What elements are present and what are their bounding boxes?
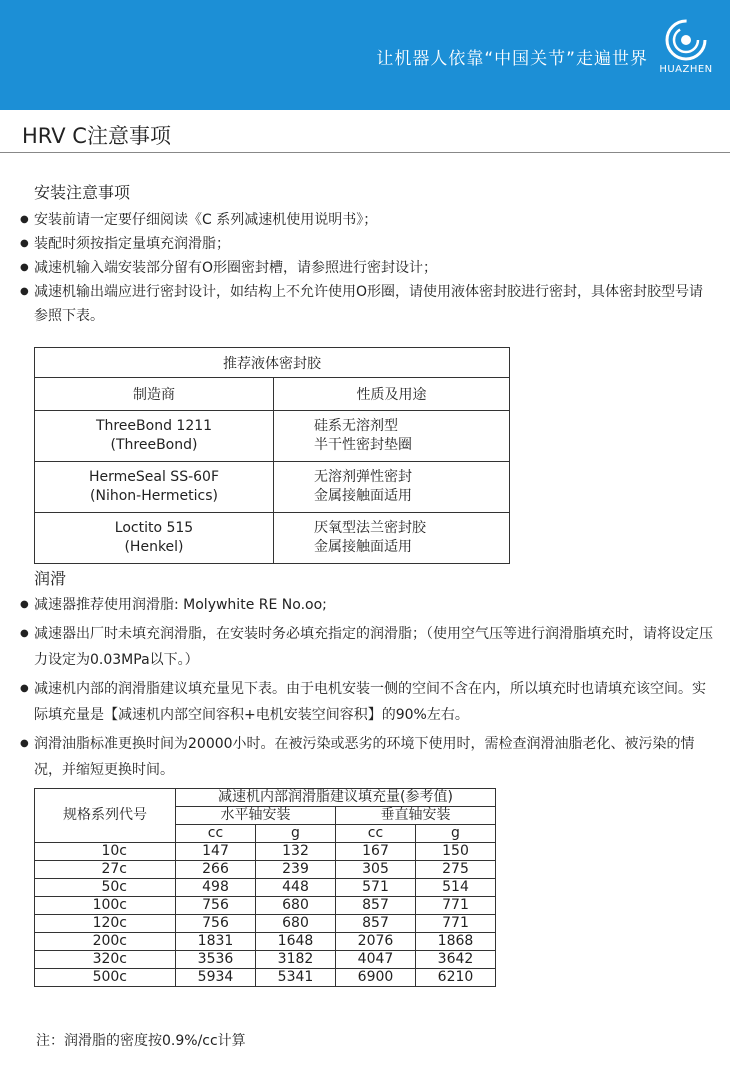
brand-name: HUAZHEN: [659, 64, 713, 75]
value-cell: 1831: [176, 933, 256, 951]
value-cell: 150: [416, 843, 496, 861]
spec-cell: 50c: [35, 879, 176, 897]
list-item: ● 减速机输出端应进行密封设计，如结构上不允许使用O形圈，请使用液体密封胶进行密封，具体密封胶型号请参照下表。: [20, 280, 716, 328]
table-row: [35, 879, 496, 897]
spec-cell: 320c: [35, 951, 176, 969]
table-row: [35, 513, 510, 564]
value-cell: 5934: [176, 969, 256, 987]
lubrication-list: [20, 592, 716, 786]
value-cell: 239: [256, 861, 336, 879]
value-cell: 680: [256, 915, 336, 933]
list-item: ● 装配时须按指定量填充润滑脂；: [20, 232, 716, 256]
table-row: [35, 951, 496, 969]
brand-logo: [654, 18, 718, 98]
group-header: 减速机内部润滑脂建议填充量(参考值): [176, 789, 496, 807]
list-item: ● 减速器出厂时未填充润滑脂，在安装时务必填充指定的润滑脂；（使用空气压等进行润滑脂填充时，请将设定压力设定为0.03MPa以下。）: [20, 621, 716, 673]
value-cell: 305: [336, 861, 416, 879]
value-cell: 756: [176, 915, 256, 933]
spec-cell: 27c: [35, 861, 176, 879]
table-row: [35, 861, 496, 879]
value-cell: 756: [176, 897, 256, 915]
unit-g: g: [416, 825, 496, 843]
list-item: ● 润滑油脂标准更换时间为20000小时。在被污染或恶劣的环境下使用时，需检查润滑油脂老化、被污染的情况，并缩短更换时间。: [20, 731, 716, 783]
title-bar: [0, 110, 730, 153]
value-cell: 1868: [416, 933, 496, 951]
spec-cell: 10c: [35, 843, 176, 861]
list-item: ● 安装前请一定要仔细阅读《C 系列减速机使用说明书》；: [20, 208, 716, 232]
list-item: ● 减速器推荐使用润滑脂: Molywhite RE No.oo;: [20, 592, 716, 618]
value-cell: 771: [416, 915, 496, 933]
installation-list: [20, 208, 716, 328]
maker-cell: Loctito 515 (Henkel): [35, 513, 274, 564]
value-cell: 448: [256, 879, 336, 897]
unit-g: g: [256, 825, 336, 843]
list-item: ● 减速机内部的润滑脂建议填充量见下表。由于电机安装一侧的空间不含在内，所以填充时也请填充该空间。实际填充量是【减速机内部空间容积+电机安装空间容积】的90%左右。: [20, 676, 716, 728]
table-row: [35, 933, 496, 951]
table-row: [35, 462, 510, 513]
value-cell: 857: [336, 897, 416, 915]
spec-cell: 120c: [35, 915, 176, 933]
spec-header: 规格系列代号: [35, 789, 176, 843]
page-title: HRV C注意事项: [22, 124, 171, 148]
header-banner: [0, 0, 730, 110]
table-row: [35, 969, 496, 987]
value-cell: 498: [176, 879, 256, 897]
horizontal-header: 水平轴安装: [176, 807, 336, 825]
value-cell: 1648: [256, 933, 336, 951]
props-cell: 厌氧型法兰密封胶 金属接触面适用: [274, 513, 510, 564]
column-header-props: 性质及用途: [274, 378, 510, 411]
value-cell: 167: [336, 843, 416, 861]
spec-cell: 200c: [35, 933, 176, 951]
value-cell: 857: [336, 915, 416, 933]
maker-cell: HermeSeal SS-60F (Nihon-Hermetics): [35, 462, 274, 513]
footnote: 注：润滑脂的密度按0.9%/cc计算: [36, 1033, 246, 1049]
sealant-table-title: 推荐液体密封胶: [35, 348, 510, 378]
table-row: [35, 843, 496, 861]
unit-cc: cc: [336, 825, 416, 843]
props-cell: 硅系无溶剂型 半干性密封垫圈: [274, 411, 510, 462]
spec-cell: 100c: [35, 897, 176, 915]
grease-fill-table: [34, 788, 496, 987]
props-cell: 无溶剂弹性密封 金属接触面适用: [274, 462, 510, 513]
table-row: [35, 897, 496, 915]
value-cell: 680: [256, 897, 336, 915]
value-cell: 147: [176, 843, 256, 861]
value-cell: 3642: [416, 951, 496, 969]
maker-cell: ThreeBond 1211 (ThreeBond): [35, 411, 274, 462]
vertical-header: 垂直轴安装: [336, 807, 496, 825]
value-cell: 275: [416, 861, 496, 879]
value-cell: 6900: [336, 969, 416, 987]
value-cell: 571: [336, 879, 416, 897]
table-row: [35, 411, 510, 462]
value-cell: 2076: [336, 933, 416, 951]
table-row: [35, 915, 496, 933]
list-item: ● 减速机输入端安装部分留有O形圈密封槽，请参照进行密封设计；: [20, 256, 716, 280]
logo-icon: [664, 18, 708, 62]
slogan: 让机器人依靠“中国关节”走遍世界: [376, 49, 648, 69]
installation-heading: 安装注意事项: [34, 183, 131, 202]
unit-cc: cc: [176, 825, 256, 843]
value-cell: 6210: [416, 969, 496, 987]
value-cell: 771: [416, 897, 496, 915]
value-cell: 5341: [256, 969, 336, 987]
value-cell: 3182: [256, 951, 336, 969]
lubrication-heading: 润滑: [34, 569, 67, 588]
value-cell: 266: [176, 861, 256, 879]
value-cell: 132: [256, 843, 336, 861]
value-cell: 4047: [336, 951, 416, 969]
value-cell: 3536: [176, 951, 256, 969]
value-cell: 514: [416, 879, 496, 897]
spec-cell: 500c: [35, 969, 176, 987]
sealant-table: [34, 347, 510, 564]
column-header-maker: 制造商: [35, 378, 274, 411]
